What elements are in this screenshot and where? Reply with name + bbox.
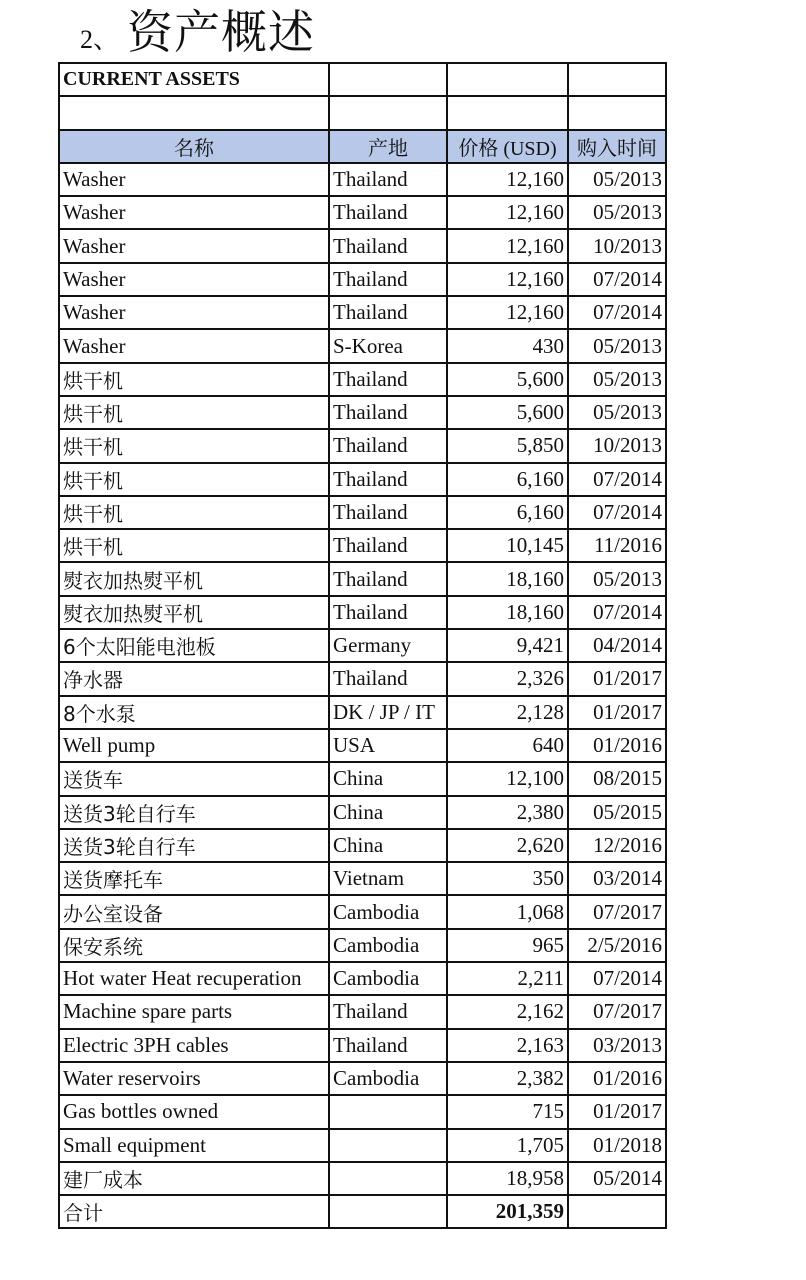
cell-price: 5,600	[447, 363, 568, 396]
cell-date: 01/2017	[568, 1095, 666, 1128]
table-row	[59, 296, 666, 329]
cell-date: 05/2013	[568, 396, 666, 429]
cell-name: Water reservoirs	[59, 1062, 329, 1095]
cell-name: 保安系统	[59, 929, 329, 962]
cell-date: 01/2017	[568, 696, 666, 729]
cell-date: 12/2016	[568, 829, 666, 862]
cell-price: 430	[447, 329, 568, 362]
cell-date: 07/2014	[568, 263, 666, 296]
cell-name: 烘干机	[59, 396, 329, 429]
cell-price: 965	[447, 929, 568, 962]
table-row	[59, 363, 666, 396]
table-row	[59, 696, 666, 729]
empty-cell	[59, 96, 329, 129]
cell-date: 05/2013	[568, 163, 666, 196]
cell-price: 2,211	[447, 962, 568, 995]
section-label: CURRENT ASSETS	[59, 63, 329, 96]
empty-cell	[568, 96, 666, 129]
header-name: 名称	[59, 130, 329, 163]
cell-date: 07/2014	[568, 463, 666, 496]
section-title	[80, 0, 315, 62]
table-row	[59, 1029, 666, 1062]
cell-price: 2,380	[447, 796, 568, 829]
cell-origin: Cambodia	[329, 929, 447, 962]
header-price: 价格 (USD)	[447, 130, 568, 163]
cell-date: 05/2013	[568, 196, 666, 229]
cell-date: 05/2013	[568, 363, 666, 396]
cell-date: 10/2013	[568, 229, 666, 262]
table-row	[59, 396, 666, 429]
cell-date: 2/5/2016	[568, 929, 666, 962]
cell-origin: Thailand	[329, 596, 447, 629]
cell-name: 送货车	[59, 762, 329, 795]
cell-price: 715	[447, 1095, 568, 1128]
cell-name: Electric 3PH cables	[59, 1029, 329, 1062]
table-row	[59, 929, 666, 962]
cell-name: Small equipment	[59, 1129, 329, 1162]
cell-origin: Thailand	[329, 163, 447, 196]
cell-date: 10/2013	[568, 429, 666, 462]
cell-price: 18,958	[447, 1162, 568, 1195]
cell-price: 6,160	[447, 463, 568, 496]
cell-price: 10,145	[447, 529, 568, 562]
cell-name: 烘干机	[59, 463, 329, 496]
cell-price: 12,160	[447, 229, 568, 262]
cell-name: 烘干机	[59, 429, 329, 462]
section-number: 2、	[80, 25, 120, 54]
cell-date: 01/2017	[568, 662, 666, 695]
empty-cell	[329, 96, 447, 129]
cell-name: Washer	[59, 163, 329, 196]
table-row	[59, 463, 666, 496]
header-row	[59, 130, 666, 163]
cell-price: 2,163	[447, 1029, 568, 1062]
table-row	[59, 163, 666, 196]
cell-origin: Thailand	[329, 1029, 447, 1062]
table-row	[59, 762, 666, 795]
cell-price: 2,326	[447, 662, 568, 695]
cell-date: 07/2014	[568, 962, 666, 995]
cell-price: 12,100	[447, 762, 568, 795]
cell-price: 12,160	[447, 296, 568, 329]
cell-name: 送货3轮自行车	[59, 796, 329, 829]
cell-name: 8个水泵	[59, 696, 329, 729]
cell-name: Machine spare parts	[59, 995, 329, 1028]
cell-date: 07/2014	[568, 296, 666, 329]
cell-name: Washer	[59, 296, 329, 329]
section-heading: 资产概述	[127, 5, 316, 59]
table-row	[59, 329, 666, 362]
header-date: 购入时间	[568, 130, 666, 163]
cell-price: 18,160	[447, 562, 568, 595]
cell-name: Washer	[59, 229, 329, 262]
table-row	[59, 1129, 666, 1162]
cell-price: 2,620	[447, 829, 568, 862]
cell-name: 送货摩托车	[59, 862, 329, 895]
cell-name: 净水器	[59, 662, 329, 695]
cell-price: 350	[447, 862, 568, 895]
total-label: 合计	[59, 1195, 329, 1228]
cell-date: 04/2014	[568, 629, 666, 662]
cell-origin: China	[329, 829, 447, 862]
cell-price: 12,160	[447, 263, 568, 296]
cell-origin: Thailand	[329, 363, 447, 396]
cell-date: 01/2016	[568, 1062, 666, 1095]
table-row	[59, 263, 666, 296]
cell-origin: Thailand	[329, 296, 447, 329]
cell-name: 熨衣加热熨平机	[59, 562, 329, 595]
cell-date: 07/2014	[568, 496, 666, 529]
cell-origin: Thailand	[329, 263, 447, 296]
cell-price: 2,128	[447, 696, 568, 729]
table-row	[59, 629, 666, 662]
cell-origin: Thailand	[329, 229, 447, 262]
cell-date: 07/2017	[568, 995, 666, 1028]
cell-price: 18,160	[447, 596, 568, 629]
table-row	[59, 1062, 666, 1095]
table-row	[59, 995, 666, 1028]
total-row	[59, 1195, 666, 1228]
cell-name: 烘干机	[59, 529, 329, 562]
cell-date: 05/2014	[568, 1162, 666, 1195]
empty-cell	[568, 1195, 666, 1228]
empty-cell	[447, 63, 568, 96]
cell-date: 07/2014	[568, 596, 666, 629]
cell-price: 6,160	[447, 496, 568, 529]
cell-price: 2,382	[447, 1062, 568, 1095]
cell-origin: China	[329, 796, 447, 829]
table-row	[59, 1162, 666, 1195]
empty-cell	[447, 96, 568, 129]
cell-price: 9,421	[447, 629, 568, 662]
cell-origin: Thailand	[329, 429, 447, 462]
cell-origin: Thailand	[329, 529, 447, 562]
cell-origin: Cambodia	[329, 962, 447, 995]
cell-origin: Thailand	[329, 662, 447, 695]
cell-name: Well pump	[59, 729, 329, 762]
cell-origin: Thailand	[329, 995, 447, 1028]
empty-cell	[329, 1195, 447, 1228]
table-row	[59, 562, 666, 595]
cell-date: 05/2013	[568, 562, 666, 595]
table-row	[59, 895, 666, 928]
cell-name: 6个太阳能电池板	[59, 629, 329, 662]
cell-date: 07/2017	[568, 895, 666, 928]
cell-origin: Thailand	[329, 396, 447, 429]
table-row	[59, 596, 666, 629]
table-row	[59, 829, 666, 862]
cell-origin: USA	[329, 729, 447, 762]
cell-name: Washer	[59, 263, 329, 296]
cell-date: 05/2015	[568, 796, 666, 829]
cell-origin	[329, 1095, 447, 1128]
table-row	[59, 229, 666, 262]
header-origin: 产地	[329, 130, 447, 163]
table-row	[59, 496, 666, 529]
cell-origin: Thailand	[329, 496, 447, 529]
cell-origin	[329, 1162, 447, 1195]
cell-origin: Vietnam	[329, 862, 447, 895]
table-row	[59, 662, 666, 695]
blank-row	[59, 96, 666, 129]
cell-origin: S-Korea	[329, 329, 447, 362]
cell-origin: China	[329, 762, 447, 795]
cell-date: 03/2014	[568, 862, 666, 895]
total-value: 201,359	[447, 1195, 568, 1228]
cell-origin	[329, 1129, 447, 1162]
cell-date: 01/2018	[568, 1129, 666, 1162]
cell-date: 03/2013	[568, 1029, 666, 1062]
cell-price: 12,160	[447, 163, 568, 196]
cell-name: 烘干机	[59, 496, 329, 529]
cell-date: 08/2015	[568, 762, 666, 795]
cell-price: 1,068	[447, 895, 568, 928]
table-row	[59, 529, 666, 562]
cell-name: 烘干机	[59, 363, 329, 396]
cell-name: 熨衣加热熨平机	[59, 596, 329, 629]
assets-table	[58, 62, 667, 1229]
cell-price: 2,162	[447, 995, 568, 1028]
cell-date: 05/2013	[568, 329, 666, 362]
cell-price: 1,705	[447, 1129, 568, 1162]
table-row	[59, 862, 666, 895]
cell-date: 11/2016	[568, 529, 666, 562]
table-row	[59, 1095, 666, 1128]
cell-price: 12,160	[447, 196, 568, 229]
cell-price: 640	[447, 729, 568, 762]
cell-date: 01/2016	[568, 729, 666, 762]
cell-origin: Thailand	[329, 463, 447, 496]
table-row	[59, 796, 666, 829]
cell-origin: Cambodia	[329, 1062, 447, 1095]
cell-name: Hot water Heat recuperation	[59, 962, 329, 995]
cell-origin: Thailand	[329, 562, 447, 595]
cell-name: Washer	[59, 329, 329, 362]
cell-name: Gas bottles owned	[59, 1095, 329, 1128]
cell-name: 办公室设备	[59, 895, 329, 928]
table-row	[59, 196, 666, 229]
cell-price: 5,850	[447, 429, 568, 462]
table-row	[59, 429, 666, 462]
cell-origin: DK / JP / IT	[329, 696, 447, 729]
cell-origin: Germany	[329, 629, 447, 662]
cell-origin: Cambodia	[329, 895, 447, 928]
table-row	[59, 729, 666, 762]
empty-cell	[329, 63, 447, 96]
cell-name: 建厂成本	[59, 1162, 329, 1195]
table-row	[59, 962, 666, 995]
cell-name: 送货3轮自行车	[59, 829, 329, 862]
empty-cell	[568, 63, 666, 96]
cell-price: 5,600	[447, 396, 568, 429]
cell-origin: Thailand	[329, 196, 447, 229]
cell-name: Washer	[59, 196, 329, 229]
section-label-row	[59, 63, 666, 96]
